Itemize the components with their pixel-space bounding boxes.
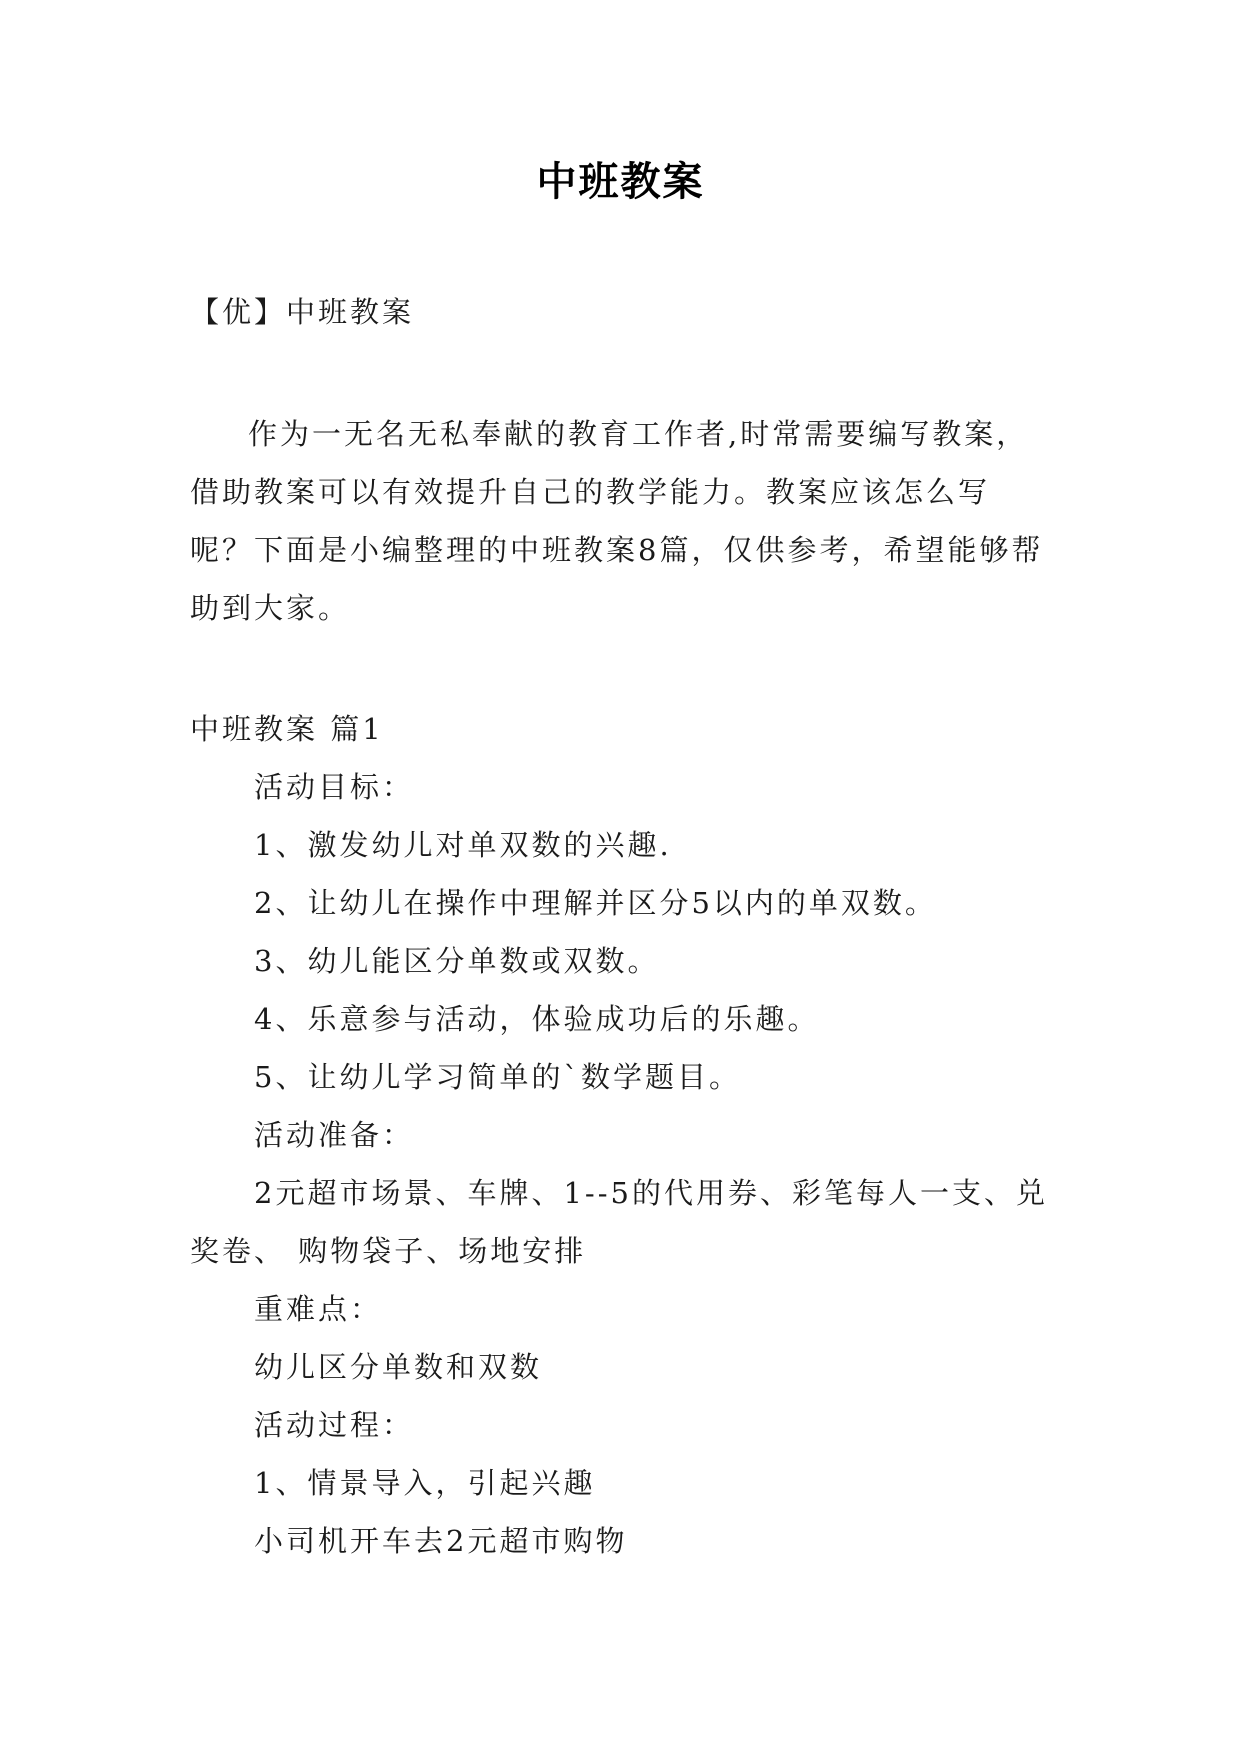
goal-item: 4、乐意参与活动，体验成功后的乐趣。: [254, 1002, 820, 1036]
goal-item: 1、激发幼儿对单双数的兴趣.: [254, 828, 672, 862]
activity-preparation-label: 活动准备：: [254, 1118, 415, 1152]
intro-paragraph: 作为一无名无私奉献的教育工作者,时常需要编写教案，借助教案可以有效提升自己的教学能力。教案应该怎么写呢？下面是小编整理的中班教案8篇，仅供参考，希望能够帮助到大家。: [190, 417, 1044, 625]
process-step: 1、情景导入，引起兴趣: [254, 1466, 596, 1500]
activity-process-label: 活动过程：: [254, 1408, 415, 1442]
goal-item: 5、让幼儿学习简单的`数学题目。: [254, 1060, 741, 1094]
document-subtitle: 【优】中班教案: [190, 295, 415, 329]
activity-goals-label: 活动目标：: [254, 770, 415, 804]
lesson-section: [190, 700, 1070, 1570]
document-title: 中班教案: [536, 158, 705, 205]
preparation-text: 2元超市场景、车牌、1--5的代用券、彩笔每人一支、兑奖卷、 购物袋子、场地安排: [190, 1176, 1048, 1268]
key-points-text: 幼儿区分单数和双数: [254, 1350, 543, 1384]
section-heading: 中班教案 篇1: [190, 712, 384, 746]
key-points-label: 重难点：: [254, 1292, 383, 1326]
process-detail: 小司机开车去2元超市购物: [254, 1524, 628, 1558]
goal-item: 3、幼儿能区分单数或双数。: [254, 944, 660, 978]
goal-item: 2、让幼儿在操作中理解并区分5以内的单双数。: [254, 886, 937, 920]
